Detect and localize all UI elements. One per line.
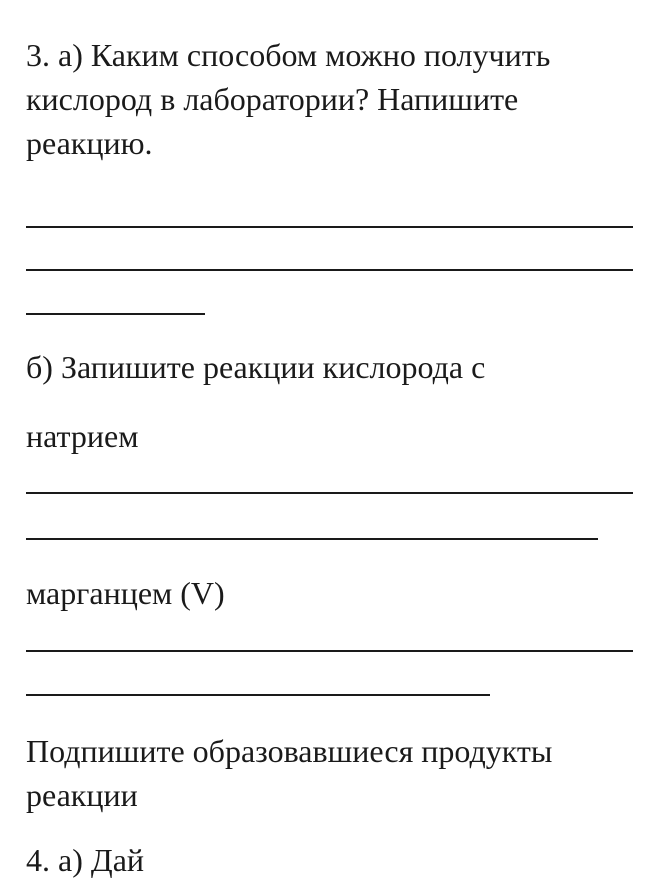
label-sodium: натрием <box>26 418 139 454</box>
products-instruction-line-1: Подпишите образовавшиеся продукты <box>26 733 553 769</box>
answer-blank-sodium-2[interactable] <box>26 538 598 540</box>
answer-blank-manganese-1[interactable] <box>26 650 633 652</box>
answer-blank-3a-2[interactable] <box>26 269 633 271</box>
answer-blank-3a-1[interactable] <box>26 226 633 228</box>
next-question-partial <box>26 838 326 878</box>
answer-blank-sodium-1[interactable] <box>26 492 633 494</box>
question-3a-line-3: реакцию. <box>26 125 153 161</box>
question-3b: б) Запишите реакции кислорода с <box>26 349 486 385</box>
question-4a-partial: 4. а) Дай <box>26 842 145 878</box>
question-3a-line-1: 3. а) Каким способом можно получить <box>26 37 551 73</box>
answer-blank-manganese-2[interactable] <box>26 694 490 696</box>
question-3a-line-2: кислород в лаборатории? Напишите <box>26 81 519 117</box>
products-instruction-line-2: реакции <box>26 777 138 813</box>
label-manganese: марганцем (V) <box>26 575 225 611</box>
answer-blank-3a-3[interactable] <box>26 313 205 315</box>
